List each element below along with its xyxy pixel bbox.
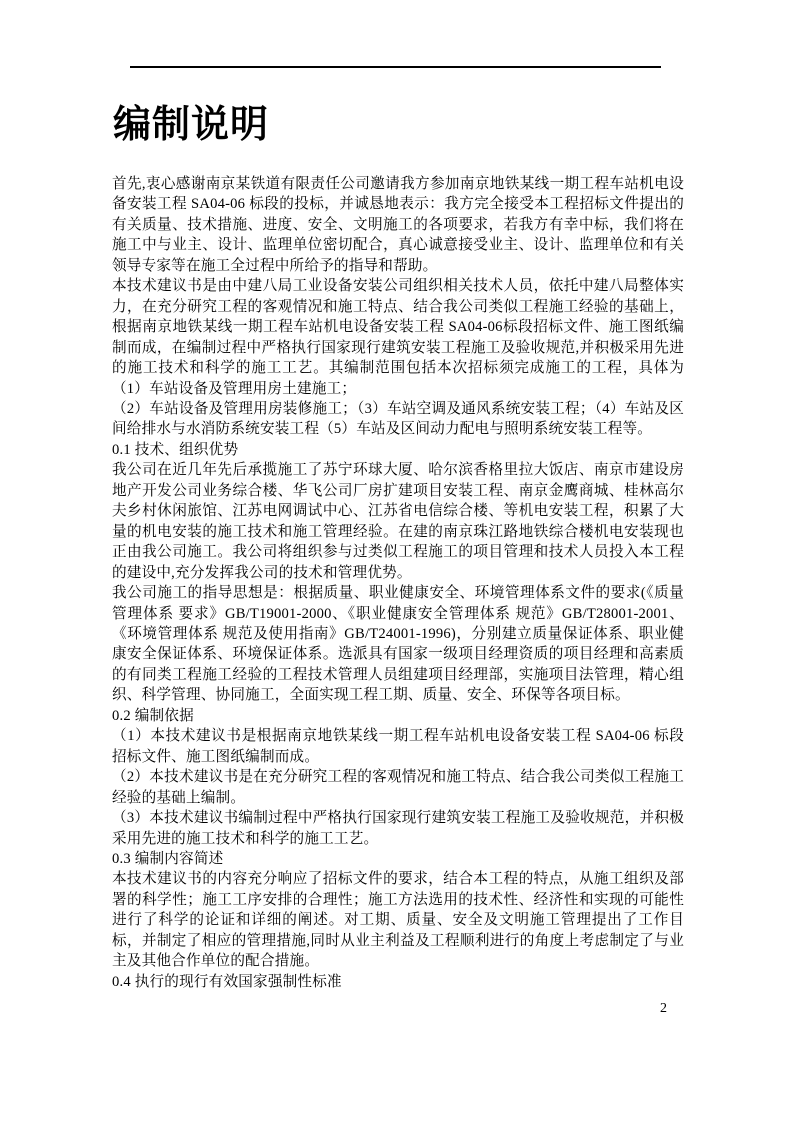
paragraph-basis-item-2: （2）本技术建议书是在充分研究工程的客观情况和施工特点、结合我公司类似工程施工经验的基础上编制。: [112, 769, 684, 806]
header-rule: [130, 66, 661, 68]
paragraph-basis-item-3: （3）本技术建议书编制过程中严格执行国家现行建筑安装工程施工及验收规范，并积极采用先进的施工技术和科学的施工工艺。: [112, 810, 684, 847]
paragraph-summary: 本技术建议书的内容充分响应了招标文件的要求，结合本工程的特点，从施工组织及部署的科学性；施工工序安排的合理性；施工方法选用的技术性、经济性和实现的可能性进行了科学的论证和详细的阐述。对工期、质量、安全及文明施工管理提出了工作目标，并制定了相应的管理措施,同时从业主利益及工程顺利进行的角度上考虑制定了与业主及其他合作单位的配合措施。: [112, 871, 684, 970]
paragraph-basis: 本技术建议书是由中建八局工业设备安装公司组织相关技术人员，依托中建八局整体实力，在充分研究工程的客观情况和施工特点、结合我公司类似工程施工经验的基础上，根据南京地铁某线一期工程车站机电设备安装工程 SA04-06标段招标文件、施工图纸编制而成，在编制过程中严格执行国家现行建筑安装工程施工及验收规范,并积极采用先进的施工技术和科学的施工工艺。其编制范围包括本次招标须完成施工的工程，具体为（1）车站设备及管理用房土建施工；: [112, 278, 684, 397]
section-heading-0-3: 0.3 编制内容简述: [112, 850, 224, 867]
paragraph-guiding-idea: 我公司施工的指导思想是：根据质量、职业健康安全、环境管理体系文件的要求(《质量管理体系 要求》GB/T19001-2000、《职业健康安全管理体系 规范》GB/T28001-2001、《环境管理体系 规范及使用指南》GB/T24001-1996)，分别建立质量保证体系、职业健康安全保证体系、环境保证体系。选派具有国家一级项目经理资质的项目经理和高素质的有同类工程施工经验的工程技术管理人员组建项目经理部，实施项目法管理，精心组织、科学管理、协同施工，全面实现工程工期、质量、安全、环保等各项目标。: [112, 585, 684, 704]
section-heading-0-1: 0.1 技术、组织优势: [112, 441, 239, 458]
paragraph-intro: 首先,衷心感谢南京某铁道有限责任公司邀请我方参加南京地铁某线一期工程车站机电设备安装工程 SA04-06 标段的投标，并诚恳地表示：我方完全接受本工程招标文件提出的有关质量、技术措施、进度、安全、文明施工的各项要求，若我方有幸中标，我们将在施工中与业主、设计、监理单位密切配合，真心诚意接受业主、设计、监理单位和有关领导专家等在施工全过程中所给予的指导和帮助。: [112, 176, 684, 274]
page-title: 编制说明: [113, 104, 270, 146]
paragraph-scope-list: （2）车站设备及管理用房装修施工；（3）车站空调及通风系统安装工程；（4）车站及区间给排水与水消防系统安装工程（5）车站及区间动力配电与照明系统安装工程等。: [112, 400, 684, 438]
section-heading-0-4: 0.4 执行的现行有效国家强制性标准: [112, 973, 342, 990]
section-heading-0-2: 0.2 编制依据: [112, 707, 194, 724]
document-body: [112, 174, 684, 992]
paragraph-experience: 我公司在近几年先后承揽施工了苏宁环球大厦、哈尔滨香格里拉大饭店、南京市建设房地产开发公司业务综合楼、华飞公司厂房扩建项目安装工程、南京金鹰商城、桂林高尔夫乡村休闲旅馆、江苏电网调试中心、江苏省电信综合楼、等机电安装工程，积累了大量的机电安装的施工技术和施工管理经验。在建的南京珠江路地铁综合楼机电安装现也正由我公司施工。我公司将组织参与过类似工程施工的项目管理和技术人员投入本工程的建设中,充分发挥我公司的技术和管理优势。: [112, 462, 684, 581]
paragraph-basis-item-1: （1）本技术建议书是根据南京地铁某线一期工程车站机电设备安装工程 SA04-06 标段招标文件、施工图纸编制而成。: [112, 728, 684, 765]
page-number: 2: [660, 1001, 667, 1016]
